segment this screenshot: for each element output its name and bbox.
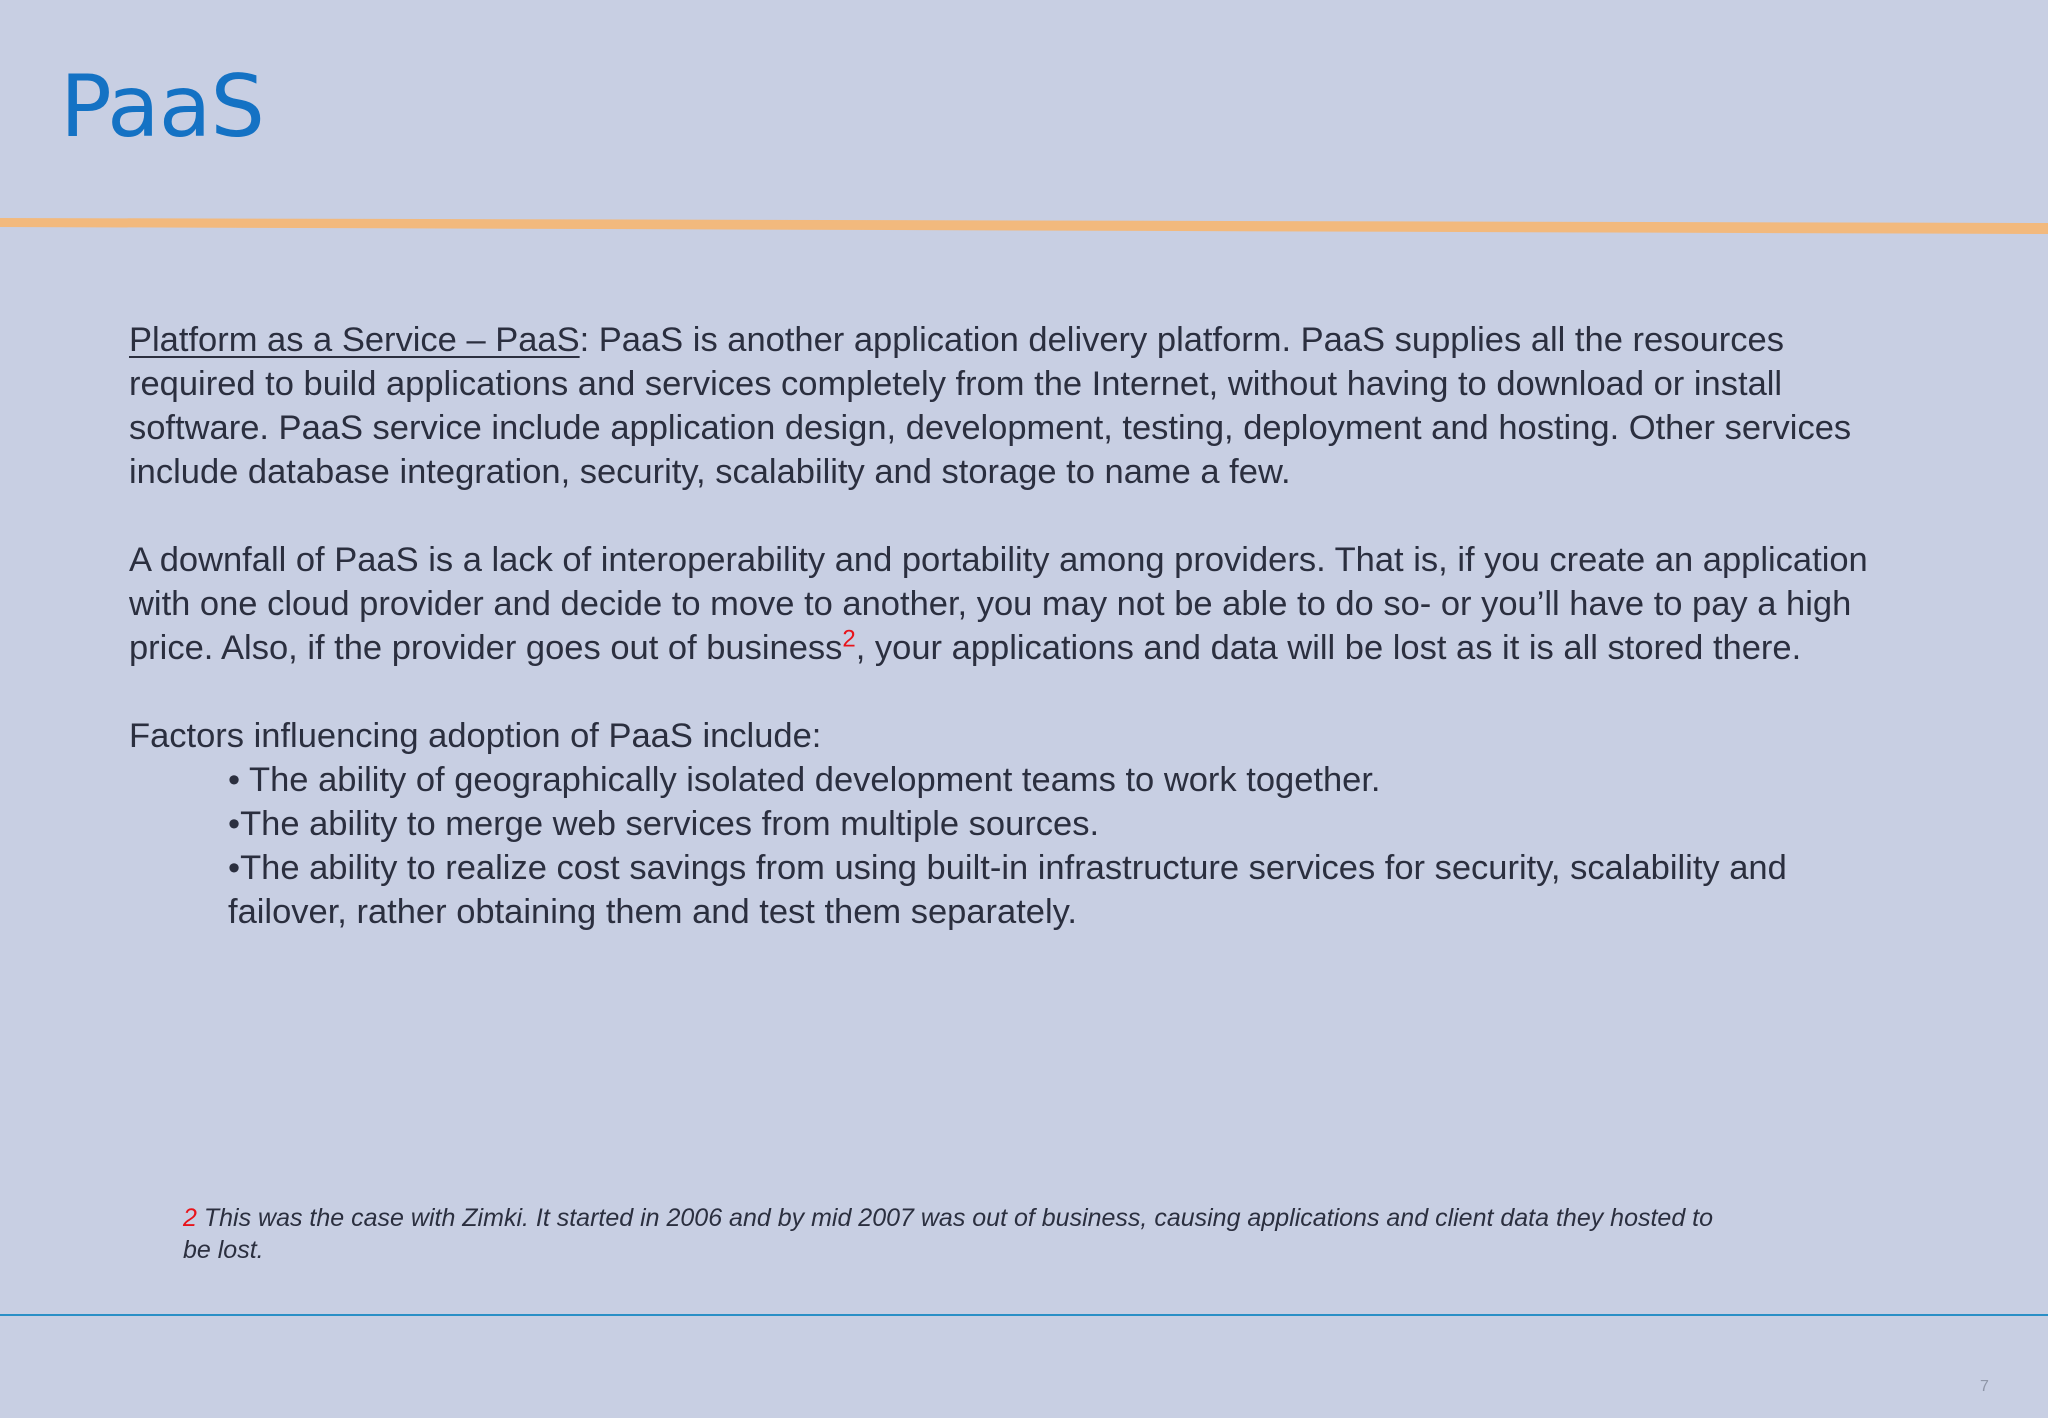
orange-divider-shape <box>0 218 2048 234</box>
factors-list <box>129 758 1889 934</box>
page-number: 7 <box>1980 1378 1989 1395</box>
intro-text: : PaaS is another application delivery platform. PaaS supplies all the resources required to build applications and services completely from the Internet, without having to download or install software. PaaS service include application design, development, testing, deployment and hosting. Other services include database integration, security, scalability and storage to name a few. <box>129 321 1852 491</box>
list-item: • The ability of geographically isolated development teams to work together. <box>228 761 1381 799</box>
orange-divider <box>0 214 2048 234</box>
slide-body <box>129 318 1889 934</box>
bottom-divider <box>0 1314 2048 1316</box>
footnote-reference: 2 <box>842 625 856 653</box>
factors-heading: Factors influencing adoption of PaaS include: <box>129 717 822 755</box>
downfall-text-before: A downfall of PaaS is a lack of interoperability and portability among providers. That is, if you create an application with one cloud provider and decide to move to another, you may not be able to do so- or you’ll have to pay a high price. Also, if the provider goes out of business <box>129 541 1868 667</box>
footnote-text: This was the case with Zimki. It started in 2006 and by mid 2007 was out of business, causing applications and client data they hosted to be lost. <box>183 1204 1714 1264</box>
slide-title: PaaS <box>60 57 264 157</box>
footnote-number: 2 <box>183 1204 197 1232</box>
list-item: •The ability to merge web services from multiple sources. <box>228 805 1100 843</box>
paas-term: Platform as a Service – PaaS <box>129 321 580 359</box>
downfall-paragraph <box>129 538 1889 670</box>
intro-paragraph <box>129 318 1889 494</box>
footnote <box>183 1202 1743 1266</box>
list-item: •The ability to realize cost savings from using built-in infrastructure services for security, scalability and failover, rather obtaining them and test them separately. <box>228 849 1787 931</box>
downfall-text-after: , your applications and data will be lost as it is all stored there. <box>855 629 1802 667</box>
